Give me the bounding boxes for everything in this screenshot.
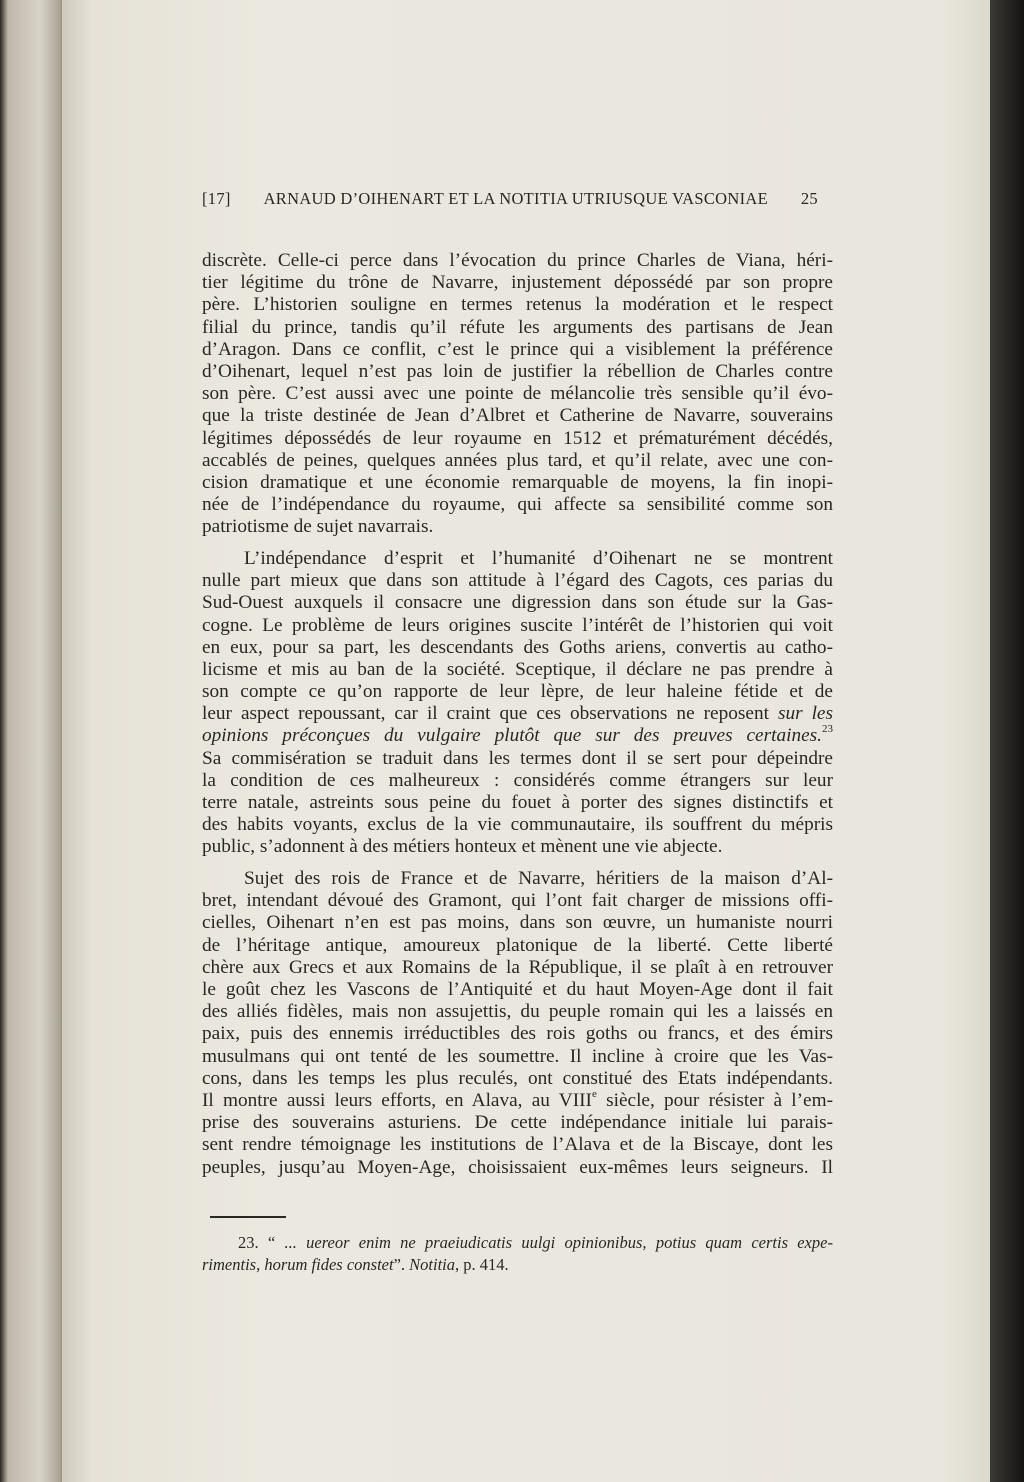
italic-text: sur les [777, 703, 833, 725]
footnote-23 [202, 1232, 833, 1276]
text-run: d’Oihenart, lequel n’est pas loin de justifier la rébellion de Charles contre [202, 360, 833, 382]
text-run: Sa commisération se traduit dans les termes dont il se sert pour dépeindre [202, 747, 833, 769]
text-run: chère aux Grecs et aux Romains de la République, il se plaît à en retrouver [202, 956, 833, 978]
text-line [202, 792, 833, 814]
text-line [202, 592, 833, 614]
text-line [202, 383, 833, 405]
text-run: d’Aragon. Dans ce conflit, c’est le prince qui a visiblement la préférence [202, 338, 833, 360]
text-run: discrète. Celle-ci perce dans l’évocation du prince Charles de Viana, héri- [202, 250, 833, 271]
text-line [202, 472, 833, 494]
italic-text: opinions préconçues du vulgaire plutôt que sur des preuves certaines. [202, 725, 822, 747]
text-line [202, 935, 833, 957]
text-line [202, 272, 833, 294]
text-run: cogne. Le problème de leurs origines suscite l’intérêt de l’historien qui voit [202, 614, 833, 636]
text-run: bret, intendant dévoué des Gramont, qui l’ont fait charger de missions offi- [202, 890, 833, 912]
text-run: son compte ce qu’on rapporte de leur lèpre, de leur haleine fétide et de [202, 681, 833, 703]
text-line [202, 1157, 833, 1179]
text-line [202, 516, 833, 538]
text-line [202, 317, 833, 339]
text-line [202, 703, 833, 725]
text-line [202, 1001, 833, 1023]
text-run: des habits voyants, exclus de la vie communautaire, ils souffrent du mépris [202, 814, 833, 836]
footnote-source: Notitia [409, 1255, 455, 1275]
text-run: la condition de ces malheureux : considérés comme étrangers sur leur [202, 769, 833, 791]
text-run: peuples, jusqu’au Moyen-Age, choisissaient eux-mêmes leurs seigneurs. Il [202, 1156, 833, 1178]
text-line [202, 1134, 833, 1156]
text-run: leur aspect repoussant, car il craint que ces observations ne reposent [202, 703, 778, 725]
footnote-line: 23. “ ... uereor enim ne praeiudicatis uulgi opinionibus, potius quam certis expe- [238, 1233, 834, 1252]
text-run: cielles, Oihenart n’en est pas moins, dans son œuvre, un humaniste nourri [202, 912, 833, 934]
text-line [202, 836, 833, 858]
text-run: nulle part mieux que dans son attitude à l’égard des Cagots, ces parias du [202, 570, 833, 592]
text-run: siècle, pour résister à l’em- [596, 1089, 833, 1111]
paragraph [202, 548, 833, 859]
text-line [202, 339, 833, 361]
text-line [202, 770, 833, 792]
text-run: père. L’historien souligne en termes retenus la modération et le respect [202, 294, 833, 316]
text-line [202, 1112, 833, 1134]
text-line [202, 957, 833, 979]
text-line [202, 548, 833, 570]
text-line [202, 494, 833, 516]
text-run: accablés de peines, quelques années plus tard, et qu’il relate, avec une con- [202, 449, 833, 471]
running-header [202, 189, 818, 209]
facing-page-edge [0, 0, 66, 1482]
text-run: licisme et mis au ban de la société. Sceptique, il déclare ne pas prendre à [202, 658, 833, 680]
text-line [202, 659, 833, 681]
section-number: [17] [202, 189, 231, 208]
superscript: 23 [822, 723, 833, 736]
text-line [202, 405, 833, 427]
text-run: filial du prince, tandis qu’il réfute les arguments des partisans de Jean [202, 316, 833, 338]
text-line [202, 1046, 833, 1068]
text-line [202, 615, 833, 637]
text-line [202, 1068, 833, 1090]
text-run: L’indépendance d’esprit et l’humanité d’Oihenart ne se montrent [244, 547, 833, 569]
text-line [202, 725, 833, 747]
text-run: tier légitime du trône de Navarre, injustement dépossédé par son propre [202, 272, 833, 294]
text-line [202, 361, 833, 383]
text-line [202, 868, 833, 890]
text-run: cision dramatique et une économie remarquable de moyens, la fin inopi- [202, 471, 833, 493]
text-line [202, 294, 833, 316]
text-line [202, 570, 833, 592]
paragraph [202, 250, 833, 538]
scan-background [990, 0, 1024, 1482]
text-run: son père. C’est aussi avec une pointe de mélancolie très sensible qu’il évo- [202, 383, 833, 405]
text-line [202, 912, 833, 934]
text-run: de l’héritage antique, amoureux platonique de la liberté. Cette liberté [202, 934, 833, 956]
text-run: musulmans qui ont tenté de les soumettre. Il incline à croire que les Vas- [202, 1045, 833, 1067]
text-run: prise des souverains asturiens. De cette indépendance initiale lui parais- [202, 1112, 833, 1134]
text-run: Sud-Ouest auxquels il consacre une digression dans son étude sur la Gas- [202, 592, 833, 614]
footnote-line: rimentis, horum fides constet”. Notitia, p. 414. [202, 1255, 509, 1275]
text-run: Il montre aussi leurs efforts, en Alava, au VIII [202, 1089, 592, 1111]
text-run: le goût chez les Vascons de l’Antiquité et du haut Moyen-Age dont il fait [202, 979, 833, 1000]
text-line [202, 450, 833, 472]
text-run: sent rendre témoignage les institutions de l’Alava et de la Biscaye, dont les [202, 1134, 833, 1156]
text-line [202, 1087, 833, 1112]
text-line [202, 250, 833, 272]
text-run: en eux, pour sa part, les descendants des Goths ariens, convertis au catho- [202, 636, 833, 658]
text-line [202, 1023, 833, 1045]
text-run: des alliés fidèles, mais non assujettis, du peuple romain qui les a laissés en [202, 1001, 833, 1023]
paragraph [202, 868, 833, 1179]
text-line [202, 681, 833, 703]
text-run: patriotisme de sujet navarrais. [202, 516, 434, 538]
text-run: que la triste destinée de Jean d’Albret et Catherine de Navarre, souverains [202, 405, 833, 427]
page-number: 25 [800, 189, 818, 208]
text-run: légitimes dépossédés de leur royaume en 1512 et prématurément décédés, [202, 427, 833, 449]
text-run: terre natale, astreints sous peine du fouet à porter des signes distinctifs et [202, 792, 833, 813]
text-line [202, 979, 833, 1001]
footnote-rule [210, 1216, 286, 1218]
text-line [202, 814, 833, 836]
text-line [202, 748, 833, 770]
text-line [202, 428, 833, 450]
superscript: e [591, 1087, 597, 1100]
text-run: cons, dans les temps les plus reculés, ont constitué des Etats indépendants. [202, 1067, 833, 1089]
running-title: ARNAUD D’OIHENART ET LA NOTITIA UTRIUSQUE VASCONIAE [263, 189, 768, 208]
text-line [202, 890, 833, 912]
text-run: public, s’adonnent à des métiers honteux et mènent une vie abjecte. [202, 836, 723, 858]
text-run: paix, puis des ennemis irréductibles des rois goths ou francs, et des émirs [202, 1023, 833, 1045]
text-line [202, 637, 833, 659]
footnote-quote: ... uereor enim ne praeiudicatis uulgi opinionibus, potius quam certis expe- [284, 1233, 834, 1252]
text-run: Sujet des rois de France et de Navarre, héritiers de la maison d’Al- [244, 868, 833, 890]
text-run: née de l’indépendance du royaume, qui affecte sa sensibilité comme son [202, 494, 833, 516]
body-text [202, 250, 833, 1188]
